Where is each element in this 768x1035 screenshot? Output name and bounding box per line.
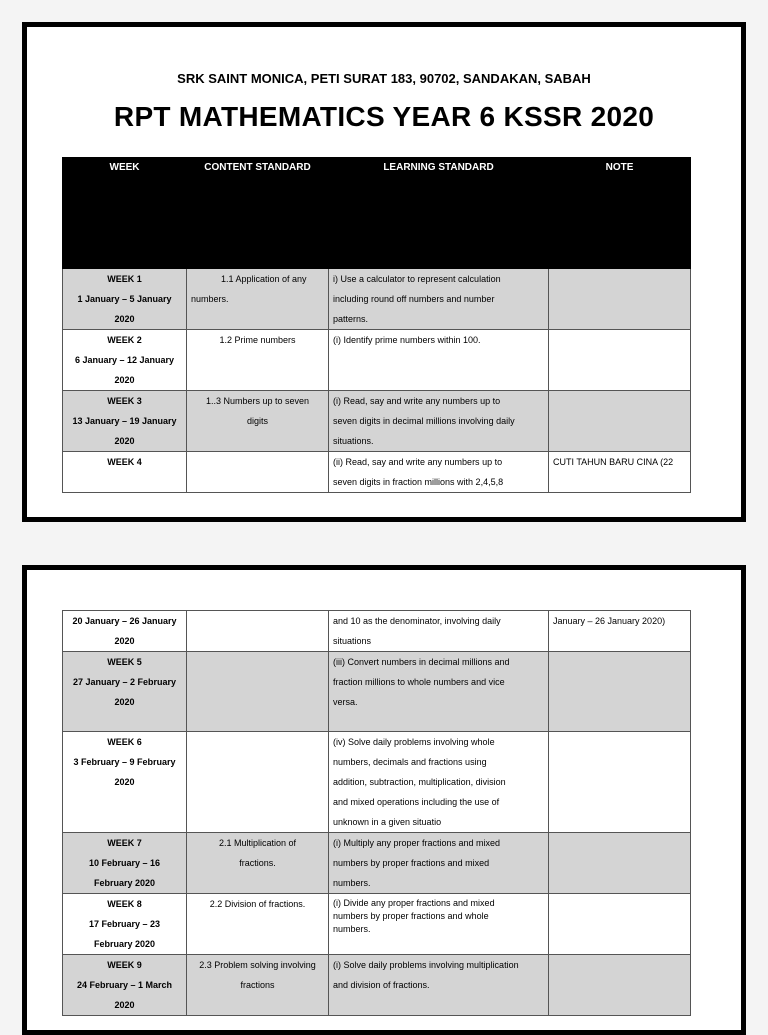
content-standard-cell: 2.3 Problem solving involving fractions [199,960,316,990]
content-standard-cell: 2.1 Multiplication of fractions. [218,838,297,868]
week-cell: WEEK 9 24 February – 1 March 2020 [76,960,173,1010]
column-header-learning-standard: LEARNING STANDARD [329,158,549,269]
note-cell: CUTI TAHUN BARU CINA (22 [553,457,674,467]
week-cell: WEEK 4 [107,457,142,467]
learning-standard-cell: (iii) Convert numbers in decimal millions and fraction millions to whole numbers and vice versa. [333,657,510,707]
learning-standard-cell: (i) Divide any proper fractions and mixed numbers by proper fractions and whole numbers. [333,898,495,934]
document-title: RPT MATHEMATICS YEAR 6 KSSR 2020 [113,101,655,132]
column-header-note: NOTE [549,158,691,269]
week-cell: WEEK 2 6 January – 12 January 2020 [74,335,175,385]
week-cell: WEEK 5 27 January – 2 February 2020 [72,657,177,707]
week-cell: WEEK 8 17 February – 23 February 2020 [88,899,161,949]
rpt-table-page-1 [62,157,691,493]
content-standard-cell: 1..3 Numbers up to seven digits [205,396,310,426]
column-header-week: WEEK [63,158,187,269]
learning-standard-cell: (i) Read, say and write any numbers up to seven digits in decimal millions involving daily situations. [333,396,515,446]
week-cell: 20 January – 26 January 2020 [72,616,177,646]
table-row [63,652,691,732]
table-row [63,611,691,652]
table-row [63,732,691,833]
table-header-row [63,158,691,269]
learning-standard-cell: (i) Multiply any proper fractions and mixed numbers by proper fractions and mixed numbers. [333,838,501,888]
content-standard-cell: 2.2 Division of fractions. [209,899,306,909]
content-standard-cell: 1.2 Prime numbers [219,335,296,345]
learning-standard-cell: (i) Solve daily problems involving multiplication and division of fractions. [333,960,519,990]
table-row [63,452,691,493]
learning-standard-cell: and 10 as the denominator, involving daily situations [333,616,501,646]
learning-standard-cell: (i) Identify prime numbers within 100. [333,335,481,345]
learning-standard-cell: i) Use a calculator to represent calculation including round off numbers and number patterns. [333,274,501,324]
week-cell: WEEK 6 3 February – 9 February 2020 [73,737,176,787]
note-cell: January – 26 January 2020) [553,616,666,626]
week-cell: WEEK 3 13 January – 19 January 2020 [72,396,177,446]
week-cell: WEEK 7 10 February – 16 February 2020 [88,838,161,888]
document-page-2 [22,565,746,1035]
document-page-1 [22,22,746,522]
table-row [63,269,691,330]
table-row [63,955,691,1016]
table-row [63,833,691,894]
week-cell: WEEK 1 1 January – 5 January 2020 [77,274,172,324]
learning-standard-cell: (ii) Read, say and write any numbers up to seven digits in fraction millions with 2,4,5,8 [333,457,504,487]
table-row [63,894,691,955]
table-row [63,391,691,452]
learning-standard-cell: (iv) Solve daily problems involving whole numbers, decimals and fractions using addition, subtraction, multiplication, division and mixed operations including the use of unknown in a given situatio [333,737,506,827]
column-header-content-standard: CONTENT STANDARD [187,158,329,269]
content-standard-cell: 1.1 Application of any numbers. [191,274,307,304]
school-address: SRK SAINT MONICA, PETI SURAT 183, 90702, SANDAKAN, SABAH [177,71,591,86]
table-row [63,330,691,391]
rpt-table-page-2 [62,610,691,1016]
